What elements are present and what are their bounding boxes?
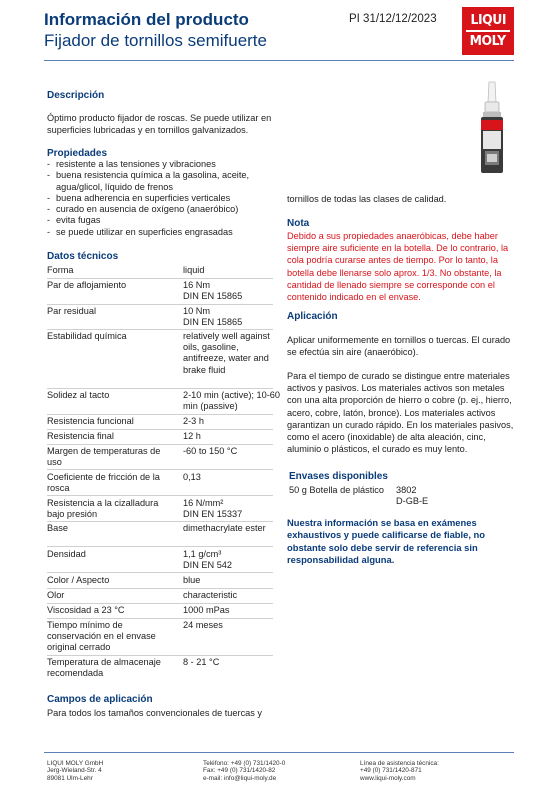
table-key: Temperatura de almacenaje recomendada [47, 657, 161, 679]
table-value: relatively well against oils, gasoline, antifreeze, water and brake fluid [183, 331, 270, 375]
table-key: Resistencia final [47, 431, 114, 441]
logo-text-top: LIQUI [470, 12, 506, 29]
product-name: Fijador de tornillos semifuerte [44, 31, 267, 50]
envase-item: 50 g Botella de plástico [289, 485, 385, 495]
table-key: Viscosidad a 23 °C [47, 605, 125, 615]
table-value: 16 N/mm² DIN EN 15337 [183, 498, 243, 520]
list-item: - evita fugas [47, 215, 287, 226]
table-key: Forma [47, 265, 74, 275]
document-reference: PI 31/12/12/2023 [349, 13, 437, 25]
table-key: Tiempo mínimo de conservación en el envase original cerrado [47, 620, 156, 653]
table-value: -60 to 150 °C [183, 446, 238, 456]
table-divider [47, 329, 273, 330]
table-key: Resistencia a la cizalladura bajo presión [47, 498, 159, 520]
header-divider [44, 60, 514, 61]
logo-divider [466, 30, 510, 32]
table-divider [47, 546, 273, 547]
section-heading-propiedades: Propiedades [47, 148, 108, 159]
table-key: Estabilidad química [47, 331, 127, 341]
table-value: characteristic [183, 590, 238, 600]
brand-logo [462, 7, 514, 55]
table-value: 24 meses [183, 620, 223, 630]
table-divider [47, 521, 273, 522]
table-value: liquid [183, 265, 205, 275]
list-item: - buena resistencia química a la gasolina, aceite, agua/glicol, líquido de frenos [47, 170, 287, 193]
descripcion-text: Óptimo producto fijador de roscas. Se puede utilizar en superficies lubricadas y en tornillos galvanizados. [47, 113, 272, 136]
envase-region: D-GB-E [396, 496, 429, 506]
footer-divider [44, 752, 514, 753]
table-key: Coeficiente de fricción de la rosca [47, 472, 160, 494]
envase-code: 3802 [396, 485, 417, 495]
list-item: - curado en ausencia de oxígeno (anaeróbico) [47, 204, 287, 215]
table-key: Color / Aspecto [47, 575, 110, 585]
section-heading-campos: Campos de aplicación [47, 694, 153, 705]
section-heading-descripcion: Descripción [47, 90, 105, 101]
table-divider [47, 444, 273, 445]
table-value: 1000 mPas [183, 605, 230, 615]
table-value: 10 Nm DIN EN 15865 [183, 306, 243, 328]
list-item: - se puede utilizar en superficies engrasadas [47, 227, 287, 238]
table-value: blue [183, 575, 201, 585]
section-heading-aplicacion: Aplicación [287, 311, 338, 322]
section-heading-nota: Nota [287, 218, 310, 229]
table-value: 2-3 h [183, 416, 204, 426]
table-divider [47, 388, 273, 389]
table-divider [47, 304, 273, 305]
table-key: Par residual [47, 306, 97, 316]
footer-contact: Teléfono: +49 (0) 731/1420-0 Fax: +49 (0) 731/1420-82 e-mail: info@liqui-moly.de [203, 760, 286, 782]
section-heading-envases: Envases disponibles [289, 471, 388, 482]
table-divider [47, 278, 273, 279]
table-divider [47, 572, 273, 573]
footer-address: LIQUI MOLY GmbH Jerg-Wieland-Str. 4 89081 Ulm-Lehr [47, 760, 104, 782]
table-key: Densidad [47, 549, 86, 559]
table-divider [47, 429, 273, 430]
section-heading-datos-tecnicos: Datos técnicos [47, 251, 119, 262]
aplicacion-text-1: Aplicar uniformemente en tornillos o tuercas. El curado se efectúa sin aire (anaeróbico). [287, 335, 511, 358]
table-divider [47, 655, 273, 656]
list-item: - buena adherencia en superficies verticales [47, 193, 287, 204]
table-divider [47, 618, 273, 619]
table-divider [47, 603, 273, 604]
table-divider [47, 414, 273, 415]
disclaimer-text: Nuestra información se basa en exámenes exhaustivos y puede calificarse de fiable, no obstante solo debe servir de referencia sin responsabilidad alguna. [287, 517, 485, 566]
table-key: Par de aflojamiento [47, 280, 127, 290]
table-value: 0,13 [183, 472, 201, 482]
table-divider [47, 495, 273, 496]
table-key: Resistencia funcional [47, 416, 134, 426]
list-item: - resistente a las tensiones y vibraciones [47, 159, 287, 170]
table-key: Olor [47, 590, 65, 600]
table-divider [47, 588, 273, 589]
campos-text-continued: tornillos de todas las clases de calidad. [287, 194, 447, 204]
table-key: Base [47, 523, 68, 533]
table-key: Solidez al tacto [47, 390, 110, 400]
propiedades-list [47, 159, 287, 238]
table-value: 1,1 g/cm³ DIN EN 542 [183, 549, 233, 571]
page-title: Información del producto [44, 10, 249, 29]
aplicacion-text-2: Para el tiempo de curado se distingue entre materiales activos y pasivos. Los materiales activos son metales con una alta proporción de hierro o cobre (p. ej., hierro, acero, cobre, latón, bronce). Los materiales activos garantizan un curado rápido. En los materiales pasivos, como el acero (inoxidable) de alta aleación, cinc, aluminio o plásticos, el curado es muy lento. [287, 371, 514, 455]
campos-text-start: Para todos los tamaños convencionales de tuercas y [47, 708, 263, 718]
nota-warning-text: Debido a sus propiedades anaeróbicas, debe haber siempre aire suficiente en la botella. De lo contrario, la cola podría curarse antes de tiempo. Por lo tanto, la botella debe llenarse solo aprox. 1/3. No obstante, la cantidad de llenado siempre se corresponde con el contenido indicado en el envase. [287, 231, 509, 303]
logo-text-bottom: MOLY [469, 32, 507, 49]
footer-support: Línea de asistencia técnica: +49 (0) 731/1420-871 www.liqui-moly.com [360, 760, 439, 782]
table-value: 2-10 min (active); 10-60 min (passive) [183, 390, 281, 412]
product-bottle-image [472, 80, 512, 180]
table-value: 12 h [183, 431, 201, 441]
table-value: 16 Nm DIN EN 15865 [183, 280, 243, 302]
table-value: dimethacrylate ester [183, 523, 266, 533]
table-value: 8 - 21 °C [183, 657, 220, 667]
table-divider [47, 469, 273, 470]
table-key: Margen de temperaturas de uso [47, 446, 161, 468]
